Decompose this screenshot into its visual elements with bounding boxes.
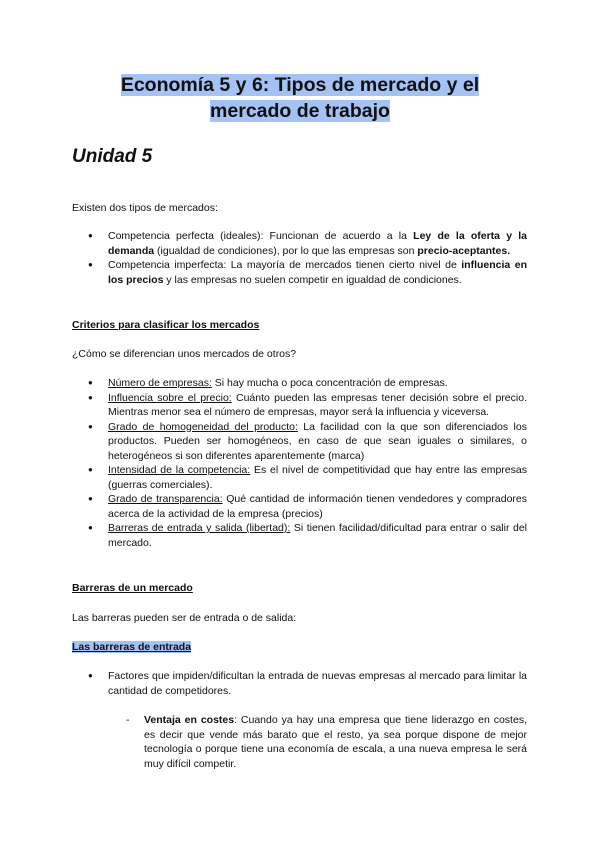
criteria-list <box>72 376 527 550</box>
market-types-list <box>72 229 527 287</box>
criteria-text: Cuánto pueden las empresas tener decisión sobre el precio. Mientras menor sea el número de empresas, mayor será la influencia y viceversa. <box>108 391 527 418</box>
list-item <box>72 391 527 420</box>
entry-heading-text: Las barreras de entrada <box>72 641 192 653</box>
criteria-heading: Criterios para clasificar los mercados <box>72 319 260 331</box>
item-text: (igualdad de condiciones), por lo que las empresas son <box>154 244 418 257</box>
list-item <box>72 376 527 391</box>
criteria-term: Número de empresas: <box>108 377 212 389</box>
criteria-question: ¿Cómo se diferencian unos mercados de otros? <box>72 348 297 360</box>
intro-paragraph <box>72 201 527 216</box>
barriers-heading: Barreras de un mercado <box>72 582 193 594</box>
barriers-intro-block <box>72 611 527 626</box>
list-item <box>72 713 527 771</box>
item-bold: influencia en los precios <box>108 259 527 286</box>
criteria-text: Qué cantidad de información tienen vendedores y compradores acerca de la actividad de la empresa (precios) <box>108 493 527 520</box>
criteria-heading-block <box>72 318 527 333</box>
criteria-text: Si hay mucha o poca concentración de empresas. <box>211 377 448 389</box>
list-item <box>72 258 527 287</box>
entry-heading-block <box>72 640 527 655</box>
criteria-term: Influencia sobre el precio: <box>108 391 232 404</box>
item-bold: precio-aceptantes. <box>417 244 511 257</box>
criteria-term: Grado de homogeneidad del producto: <box>108 420 298 433</box>
list-item <box>72 463 527 492</box>
criteria-term: Intensidad de la competencia: <box>108 464 251 476</box>
criteria-text: Es el nivel de competitividad que hay entre las empresas (guerras comerciales). <box>108 464 527 491</box>
barriers-heading-block <box>72 581 527 596</box>
entry-heading <box>72 640 527 655</box>
criteria-text: Si tienen facilidad/dificultad para entrar o salir del mercado. <box>108 522 527 549</box>
title-line-1: Economía 5 y 6: Tipos de mercado y el <box>120 74 480 96</box>
list-item <box>72 521 527 550</box>
criteria-text: La facilidad con la que son diferenciados los productos. Pueden ser homogéneos, en caso de que sean iguales o similares, o heterogéneos si son diferentes aparentemente (marca) <box>108 420 527 462</box>
criteria-term: Grado de transparencia: <box>108 493 223 505</box>
item-text: Competencia imperfecta: La mayoría de mercados tienen cierto nivel de <box>108 259 462 271</box>
item-text: y las empresas no suelen competir en igualdad de condiciones. <box>163 273 462 286</box>
title-line-2: mercado de trabajo <box>210 100 390 122</box>
intro-text: Existen dos tipos de mercados: <box>72 202 218 214</box>
sub-term: Ventaja en costes <box>144 714 235 726</box>
list-item <box>72 420 527 464</box>
item-text: Competencia perfecta (ideales): Funcionan de acuerdo a la <box>108 230 414 242</box>
list-item <box>72 229 527 258</box>
sub-text: : Cuando ya hay una empresa que tiene liderazgo en costes, es decir que vende más barato que el resto, ya sea porque dispone de mejor tecnología o porque tiene una economía de escala, a una nueva empresa le será muy difícil competir. <box>144 714 527 770</box>
criteria-question-block <box>72 347 527 362</box>
entry-list <box>72 669 527 698</box>
document-title <box>0 72 600 124</box>
list-item <box>72 492 527 521</box>
list-item: ● Factores que impiden/dificultan la entrada de nuevas empresas al mercado para limitar la cantidad de competidores. <box>72 669 527 698</box>
barriers-intro: Las barreras pueden ser de entrada o de salida: <box>72 612 297 624</box>
unit-heading: Unidad 5 <box>72 146 153 167</box>
entry-sub-list <box>72 713 527 771</box>
item-bold: Ley de la oferta y la demanda <box>108 230 527 257</box>
criteria-term: Barreras de entrada y salida (libertad): <box>108 522 291 534</box>
